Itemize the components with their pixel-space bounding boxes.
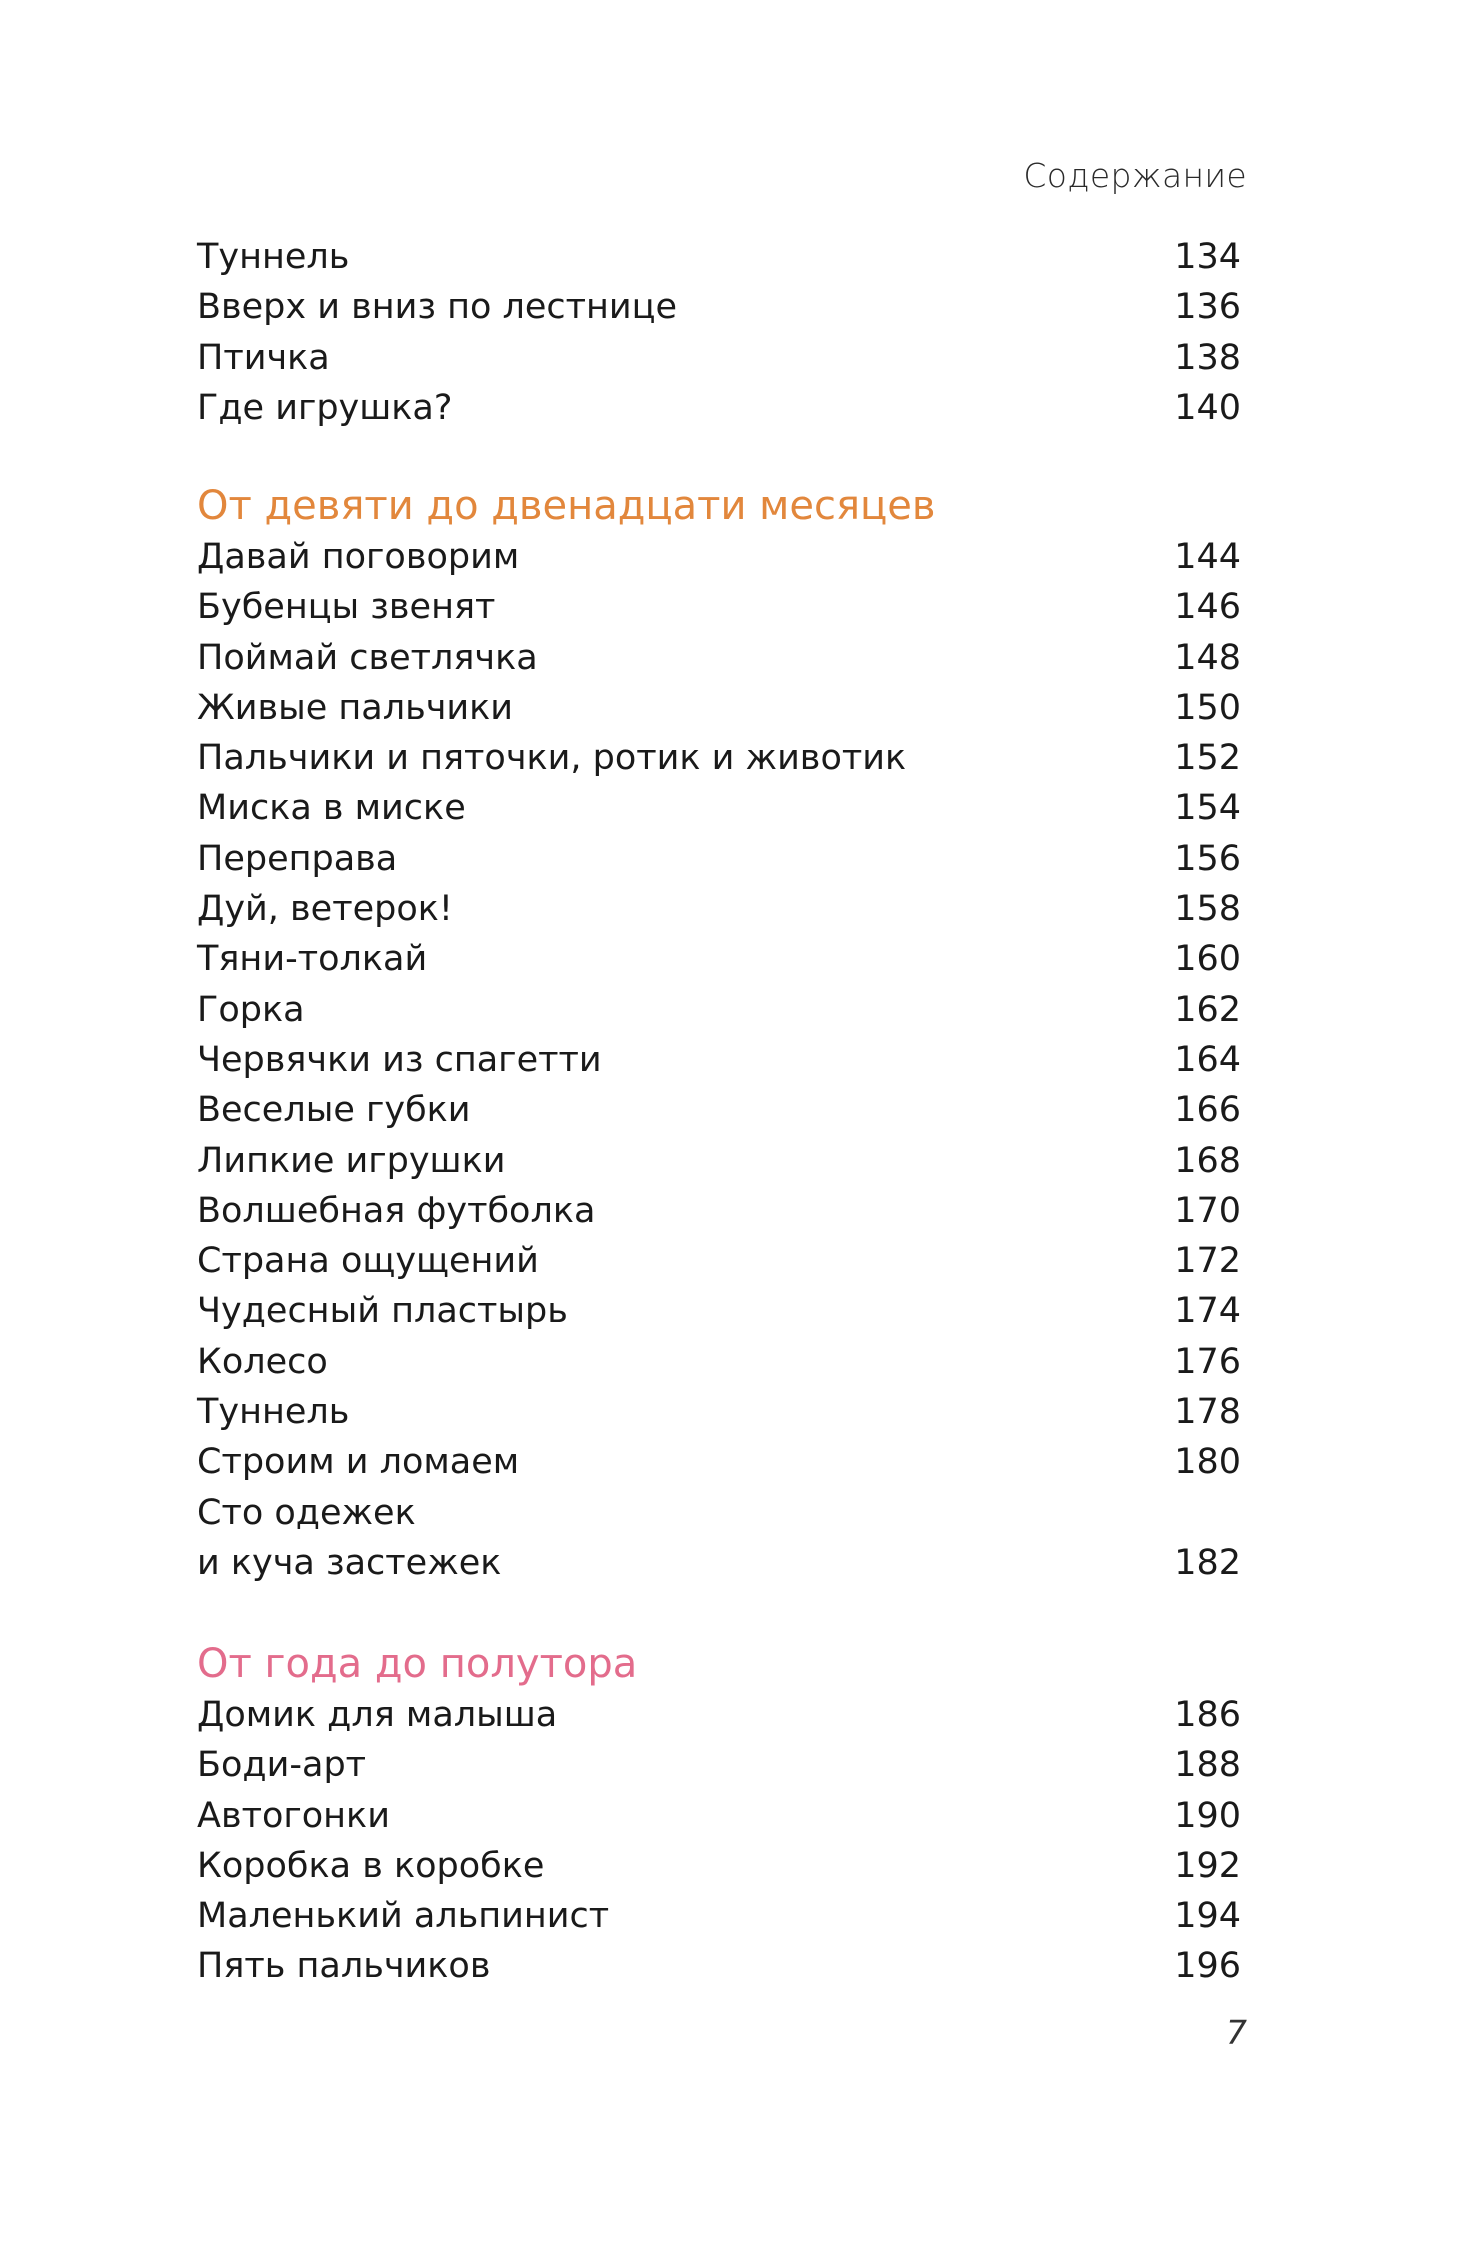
toc-entry	[197, 383, 1241, 433]
toc-entry-title: Веселые губки	[197, 1090, 471, 1131]
toc-entry	[197, 1337, 1241, 1387]
toc-entry-title: Боди-арт	[197, 1745, 367, 1786]
toc-entry-page: 196	[1174, 1946, 1241, 1987]
toc-entry-page: 152	[1174, 738, 1241, 779]
toc-entry	[197, 1136, 1241, 1186]
toc-entry-page: 148	[1174, 637, 1241, 678]
toc-entry-page: 136	[1174, 287, 1241, 328]
section-title: От года до полутора	[197, 1641, 638, 1687]
toc-entry-title: Строим и ломаем	[197, 1442, 520, 1483]
toc-entry	[197, 1085, 1241, 1135]
toc-entry-title: Червячки из спагетти	[197, 1039, 602, 1080]
toc-entry-page: 150	[1174, 687, 1241, 728]
toc-entry-title: Живые пальчики	[197, 687, 514, 728]
toc-entry	[197, 985, 1241, 1035]
toc-entry-page: 176	[1174, 1341, 1241, 1382]
toc-entry-title: Где игрушка?	[197, 387, 453, 428]
toc-entry-title: Колесо	[197, 1341, 328, 1382]
toc-entry-page: 172	[1174, 1241, 1241, 1282]
running-head: Содержание	[1023, 156, 1247, 195]
toc-entry-title: Горка	[197, 989, 305, 1030]
toc-entry	[197, 1186, 1241, 1236]
toc-entry-title: Чудесный пластырь	[197, 1291, 568, 1332]
toc-entry	[197, 582, 1241, 632]
toc-entry	[197, 1538, 1241, 1588]
toc-entry-page: 178	[1174, 1392, 1241, 1433]
toc-entry	[197, 783, 1241, 833]
toc-entry	[197, 1035, 1241, 1085]
toc-entry-title: Домик для малыша	[197, 1695, 558, 1735]
toc-entry-title: Переправа	[197, 838, 398, 879]
toc-entry	[197, 1841, 1241, 1891]
toc-entry-title: Птичка	[197, 337, 330, 378]
toc-entry-title: Пять пальчиков	[197, 1946, 491, 1987]
toc-entry-page: 168	[1174, 1140, 1241, 1181]
toc-entry-title: Пальчики и пяточки, ротик и животик	[197, 738, 907, 779]
toc-entry	[197, 1236, 1241, 1286]
toc-entry-page: 170	[1174, 1190, 1241, 1231]
toc-entry	[197, 934, 1241, 984]
toc-entry	[197, 1437, 1241, 1487]
toc-entry-title: Вверх и вниз по лестнице	[197, 287, 678, 328]
toc-entry-title: Туннель	[197, 237, 350, 277]
toc-group-continued	[197, 232, 1241, 433]
toc-entry-title: Дуй, ветерок!	[197, 889, 453, 930]
toc-entry-page: 194	[1174, 1896, 1241, 1937]
toc-entry-page: 180	[1174, 1442, 1241, 1483]
toc-entry	[197, 1791, 1241, 1841]
toc-entry-title: Волшебная футболка	[197, 1190, 596, 1231]
toc-entry	[197, 532, 1241, 582]
toc-section-nine-to-twelve-months	[197, 480, 1241, 1588]
toc-entry-page: 182	[1174, 1542, 1241, 1583]
toc-entry-page: 154	[1174, 788, 1241, 829]
toc-entry	[197, 683, 1241, 733]
toc-entry	[197, 1941, 1241, 1991]
toc-entry	[197, 733, 1241, 783]
toc-entry-page: 186	[1174, 1695, 1241, 1735]
section-title: От девяти до двенадцати месяцев	[197, 483, 936, 529]
toc-entry	[197, 1740, 1241, 1790]
toc-entry	[197, 1387, 1241, 1437]
toc-entry-title: Давай поговорим	[197, 537, 520, 577]
toc-entry	[197, 1891, 1241, 1941]
toc-entry-title: Автогонки	[197, 1795, 390, 1836]
toc-entry	[197, 884, 1241, 934]
toc-entry-title: Коробка в коробке	[197, 1845, 545, 1886]
page-number: 7	[1226, 2013, 1247, 2052]
toc-entry-page: 164	[1174, 1039, 1241, 1080]
toc-entry-page: 144	[1174, 537, 1241, 577]
toc-entry	[197, 633, 1241, 683]
toc-entry-title: Липкие игрушки	[197, 1140, 506, 1181]
toc-entry-page: 188	[1174, 1745, 1241, 1786]
toc-entry	[197, 232, 1241, 282]
toc-entry-title: Туннель	[197, 1392, 350, 1433]
toc-entry-page: 140	[1174, 387, 1241, 428]
toc-entry-title: Маленький альпинист	[197, 1896, 610, 1937]
toc-entry-page: 190	[1174, 1795, 1241, 1836]
toc-entry-page: 192	[1174, 1845, 1241, 1886]
toc-entry	[197, 834, 1241, 884]
toc-entry	[197, 333, 1241, 383]
toc-entry-title: Миска в миске	[197, 788, 466, 829]
toc-entry-page: 138	[1174, 337, 1241, 378]
toc-entry-page: 134	[1174, 237, 1241, 277]
toc-entry	[197, 282, 1241, 332]
toc-entry-page: 160	[1174, 939, 1241, 980]
toc-entry	[197, 1286, 1241, 1336]
toc-entry-page: 158	[1174, 889, 1241, 930]
toc-entry-title: Сто одежек	[197, 1492, 416, 1533]
toc-entry-page: 174	[1174, 1291, 1241, 1332]
toc-entry-title: и куча застежек	[197, 1542, 502, 1583]
toc-entry-page: 166	[1174, 1090, 1241, 1131]
toc-entry	[197, 1690, 1241, 1740]
toc-entry-page: 162	[1174, 989, 1241, 1030]
toc-entry-title: Поймай светлячка	[197, 637, 538, 678]
toc-entry-title: Бубенцы звенят	[197, 587, 496, 628]
toc-entry-title: Страна ощущений	[197, 1241, 539, 1282]
toc-entry-title: Тяни-толкай	[197, 939, 428, 980]
toc-entry-page: 156	[1174, 838, 1241, 879]
toc-entry-page: 146	[1174, 587, 1241, 628]
toc-section-one-to-one-and-half-years	[197, 1638, 1241, 1992]
toc-entry	[197, 1488, 1241, 1538]
